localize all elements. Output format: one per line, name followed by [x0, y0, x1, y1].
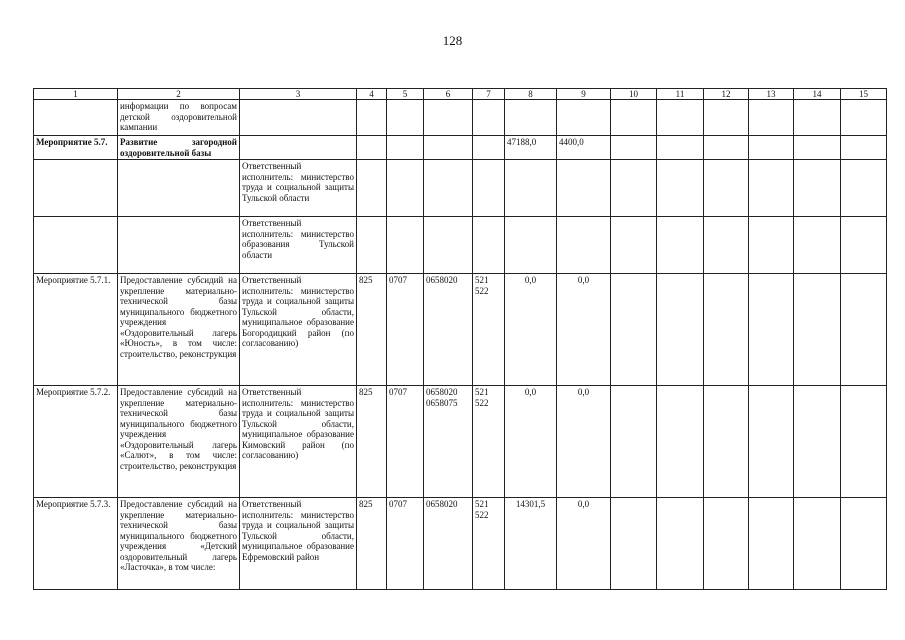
empty-cell [704, 386, 749, 498]
table-row [34, 100, 887, 136]
measure-code [34, 160, 118, 217]
empty-cell [794, 217, 841, 274]
grbs-code [357, 160, 387, 217]
empty-cell [794, 136, 841, 160]
section-code [387, 217, 424, 274]
empty-cell [841, 386, 887, 498]
target-article-code [424, 100, 473, 136]
empty-cell [794, 160, 841, 217]
table-row [34, 160, 887, 217]
program-table [33, 88, 887, 590]
empty-cell [657, 498, 704, 590]
empty-cell [749, 386, 794, 498]
measure-description [118, 160, 240, 217]
empty-cell [841, 274, 887, 386]
amount-col9: 0,0 [557, 386, 611, 498]
expense-type-code [473, 136, 505, 160]
empty-cell [611, 386, 657, 498]
empty-cell [749, 217, 794, 274]
expense-type-code [473, 217, 505, 274]
empty-cell [794, 274, 841, 386]
responsible-executor: Ответственный исполнитель: министерство образования Тульской области [240, 217, 357, 274]
empty-cell [794, 100, 841, 136]
amount-col8: 47188,0 [505, 136, 557, 160]
table-row [34, 217, 887, 274]
column-number: 5 [387, 89, 424, 100]
table-row [34, 136, 887, 160]
empty-cell [794, 386, 841, 498]
empty-cell [841, 136, 887, 160]
empty-cell [841, 100, 887, 136]
measure-description: Предоставление субсидий на укрепление материально-технической базы муниципального бюджетного учреждения «Оздоровительный лагерь «Юность», в том числе: строительство, реконструкция [118, 274, 240, 386]
responsible-executor [240, 136, 357, 160]
empty-cell [704, 160, 749, 217]
table-row [34, 386, 887, 498]
column-number: 6 [424, 89, 473, 100]
amount-col8: 0,0 [505, 386, 557, 498]
empty-cell [841, 160, 887, 217]
column-number: 4 [357, 89, 387, 100]
grbs-code [357, 136, 387, 160]
measure-code: Мероприятие 5.7.2. [34, 386, 118, 498]
expense-type-code [473, 100, 505, 136]
empty-cell [749, 136, 794, 160]
section-code [387, 100, 424, 136]
column-number: 10 [611, 89, 657, 100]
empty-cell [704, 498, 749, 590]
amount-col9 [557, 100, 611, 136]
grbs-code: 825 [357, 498, 387, 590]
empty-cell [704, 274, 749, 386]
section-code [387, 160, 424, 217]
responsible-executor: Ответственный исполнитель: министерство труда и социальной защиты Тульской области, муниципальное образование Богородицкий район (по согласованию) [240, 274, 357, 386]
empty-cell [749, 498, 794, 590]
empty-cell [841, 217, 887, 274]
measure-code [34, 217, 118, 274]
column-number: 14 [794, 89, 841, 100]
amount-col9 [557, 217, 611, 274]
empty-cell [841, 498, 887, 590]
amount-col8 [505, 100, 557, 136]
column-number: 11 [657, 89, 704, 100]
empty-cell [657, 217, 704, 274]
measure-code: Мероприятие 5.7.3. [34, 498, 118, 590]
target-article-code [424, 217, 473, 274]
amount-col8 [505, 160, 557, 217]
measure-description: Развитие загородной оздоровительной базы [118, 136, 240, 160]
column-number: 15 [841, 89, 887, 100]
measure-code: Мероприятие 5.7. [34, 136, 118, 160]
measure-code [34, 100, 118, 136]
amount-col9: 0,0 [557, 498, 611, 590]
empty-cell [657, 100, 704, 136]
empty-cell [749, 100, 794, 136]
amount-col8: 0,0 [505, 274, 557, 386]
measure-code: Мероприятие 5.7.1. [34, 274, 118, 386]
section-code: 0707 [387, 498, 424, 590]
grbs-code [357, 100, 387, 136]
measure-description [118, 217, 240, 274]
measure-description: информации по вопросам детской оздоровительной кампании [118, 100, 240, 136]
grbs-code [357, 217, 387, 274]
column-number: 8 [505, 89, 557, 100]
empty-cell [611, 160, 657, 217]
expense-type-code: 521 522 [473, 274, 505, 386]
responsible-executor: Ответственный исполнитель: министерство труда и социальной защиты Тульской области, муниципальное образование Кимовский район (по согласованию) [240, 386, 357, 498]
column-number-row [34, 89, 887, 100]
empty-cell [657, 386, 704, 498]
expense-type-code: 521 522 [473, 386, 505, 498]
column-number: 2 [118, 89, 240, 100]
responsible-executor: Ответственный исполнитель: министерство труда и социальной защиты Тульской области [240, 160, 357, 217]
empty-cell [611, 136, 657, 160]
empty-cell [611, 217, 657, 274]
target-article-code: 0658020 [424, 498, 473, 590]
empty-cell [611, 100, 657, 136]
column-number: 13 [749, 89, 794, 100]
empty-cell [749, 160, 794, 217]
section-code [387, 136, 424, 160]
empty-cell [704, 136, 749, 160]
empty-cell [657, 274, 704, 386]
section-code: 0707 [387, 274, 424, 386]
empty-cell [704, 217, 749, 274]
empty-cell [704, 100, 749, 136]
section-code: 0707 [387, 386, 424, 498]
measure-description: Предоставление субсидий на укрепление материально-технической базы муниципального бюджетного учреждения «Оздоровительный лагерь «Салют», в том числе: строительство, реконструкция [118, 386, 240, 498]
target-article-code: 0658020 [424, 274, 473, 386]
column-number: 1 [34, 89, 118, 100]
column-number: 12 [704, 89, 749, 100]
target-article-code [424, 160, 473, 217]
empty-cell [657, 136, 704, 160]
expense-type-code: 521 522 [473, 498, 505, 590]
empty-cell [611, 498, 657, 590]
target-article-code [424, 136, 473, 160]
amount-col9: 4400,0 [557, 136, 611, 160]
amount-col8 [505, 217, 557, 274]
grbs-code: 825 [357, 386, 387, 498]
responsible-executor [240, 100, 357, 136]
page-number: 128 [442, 33, 463, 48]
grbs-code: 825 [357, 274, 387, 386]
column-number: 9 [557, 89, 611, 100]
column-number: 3 [240, 89, 357, 100]
empty-cell [749, 274, 794, 386]
amount-col9: 0,0 [557, 274, 611, 386]
measure-description: Предоставление субсидий на укрепление материально-технической базы муниципального бюджетного учреждения «Детский оздоровительный лагерь «Ласточка», в том числе: [118, 498, 240, 590]
target-article-code: 0658020 0658075 [424, 386, 473, 498]
column-number: 7 [473, 89, 505, 100]
empty-cell [611, 274, 657, 386]
empty-cell [657, 160, 704, 217]
amount-col9 [557, 160, 611, 217]
empty-cell [794, 498, 841, 590]
amount-col8: 14301,5 [505, 498, 557, 590]
table-row [34, 274, 887, 386]
table-row [34, 498, 887, 590]
expense-type-code [473, 160, 505, 217]
responsible-executor: Ответственный исполнитель: министерство труда и социальной защиты Тульской области, муниципальное образование Ефремовский район [240, 498, 357, 590]
